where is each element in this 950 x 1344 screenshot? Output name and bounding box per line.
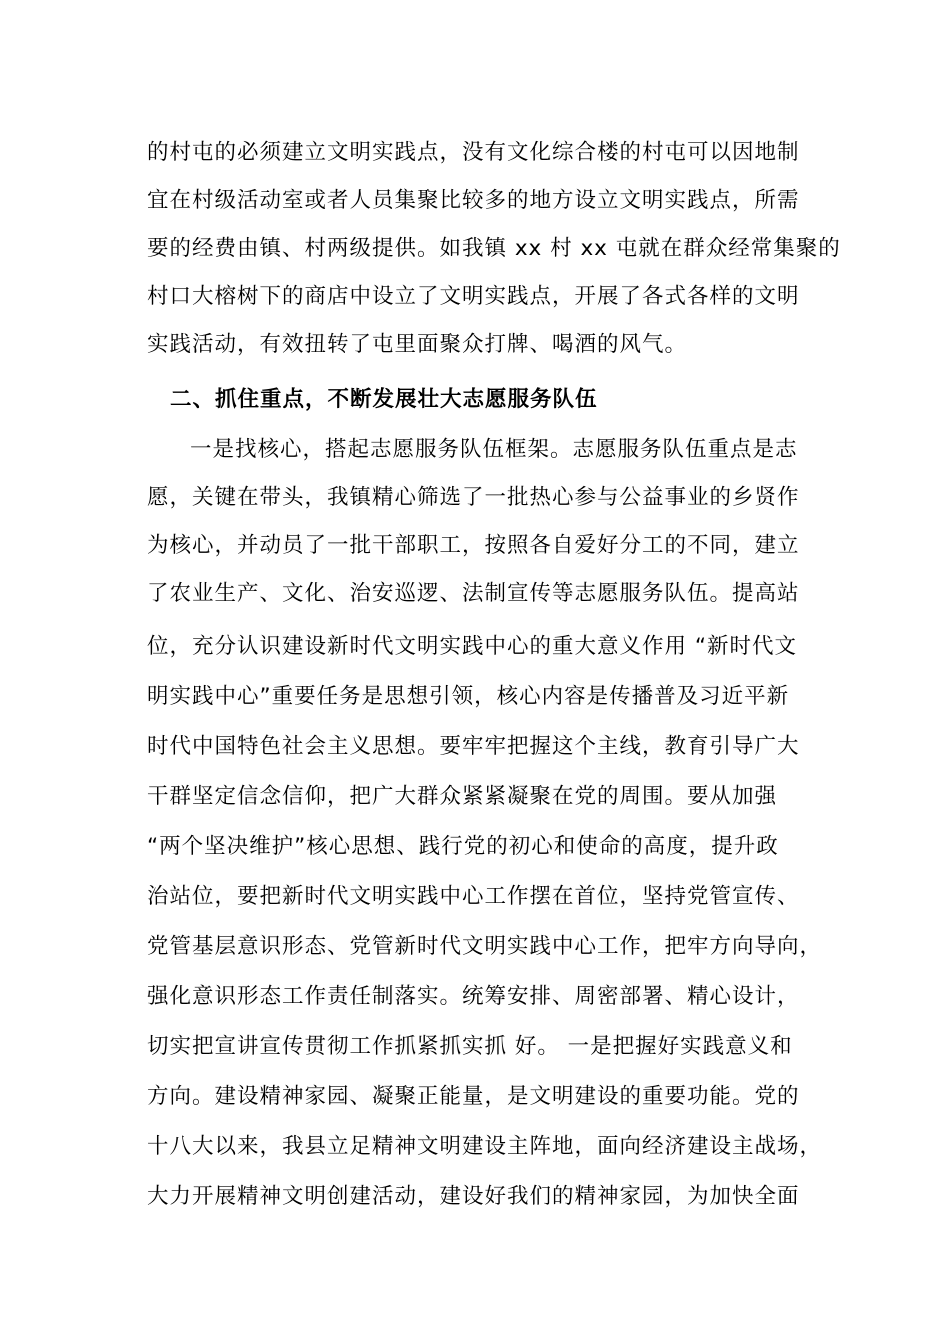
text-line: 明实践中心”重要任务是思想引领，核心内容是传播普及习近平新 — [147, 684, 790, 709]
text-line: 实践活动，有效扭转了屯里面聚众打牌、喝酒的风气。 — [147, 332, 688, 357]
text-line: 时代中国特色社会主义思想。要牢牢把握这个主线，教育引导广大 — [147, 734, 800, 759]
text-line: 方向。建设精神家园、凝聚正能量，是文明建设的重要功能。党的 — [147, 1084, 800, 1109]
text-line: 位，充分认识建设新时代文明实践中心的重大意义作用 “新时代文 — [147, 634, 797, 659]
text-line: 十八大以来，我县立足精神文明建设主阵地，面向经济建设主战场， — [147, 1134, 823, 1159]
text-line: 宜在村级活动室或者人员集聚比较多的地方设立文明实践点，所需 — [147, 188, 800, 213]
text-line: 村口大榕树下的商店中设立了文明实践点，开展了各式各样的文明 — [147, 284, 800, 309]
text-line: 干群坚定信念信仰，把广大群众紧紧凝聚在党的周围。要从加强 — [147, 784, 778, 809]
text-line: 治站位，要把新时代文明实践中心工作摆在首位，坚持党管宣传、 — [147, 884, 800, 909]
text-line: 了农业生产、文化、治安巡逻、法制宣传等志愿服务队伍。提高站 — [147, 581, 800, 606]
section-heading: 二、抓住重点，不断发展壮大志愿服务队伍 — [170, 387, 598, 412]
text-line: 强化意识形态工作责任制落实。统筹安排、周密部署、精心设计， — [147, 984, 800, 1009]
text-line: 大力开展精神文明创建活动，建设好我们的精神家园，为加快全面 — [147, 1184, 800, 1209]
text-line: 党管基层意识形态、党管新时代文明实践中心工作，把牢方向导向， — [147, 934, 823, 959]
text-line: 要的经费由镇、村两级提供。如我镇 xx 村 xx 屯就在群众经常集聚的 — [147, 236, 841, 261]
text-line: 的村屯的必须建立文明实践点，没有文化综合楼的村屯可以因地制 — [147, 140, 800, 165]
text-line: 愿，关键在带头，我镇精心筛选了一批热心参与公益事业的乡贤作 — [147, 485, 800, 510]
text-line: “两个坚决维护”核心思想、践行党的初心和使命的高度，提升政 — [147, 834, 779, 859]
text-line: 切实把宣讲宣传贯彻工作抓紧抓实抓 好。 一是把握好实践意义和 — [147, 1034, 793, 1059]
text-line: 为核心，并动员了一批干部职工，按照各自爱好分工的不同，建立 — [147, 533, 800, 558]
text-line: 一是找核心，搭起志愿服务队伍框架。志愿服务队伍重点是志 — [190, 437, 798, 462]
